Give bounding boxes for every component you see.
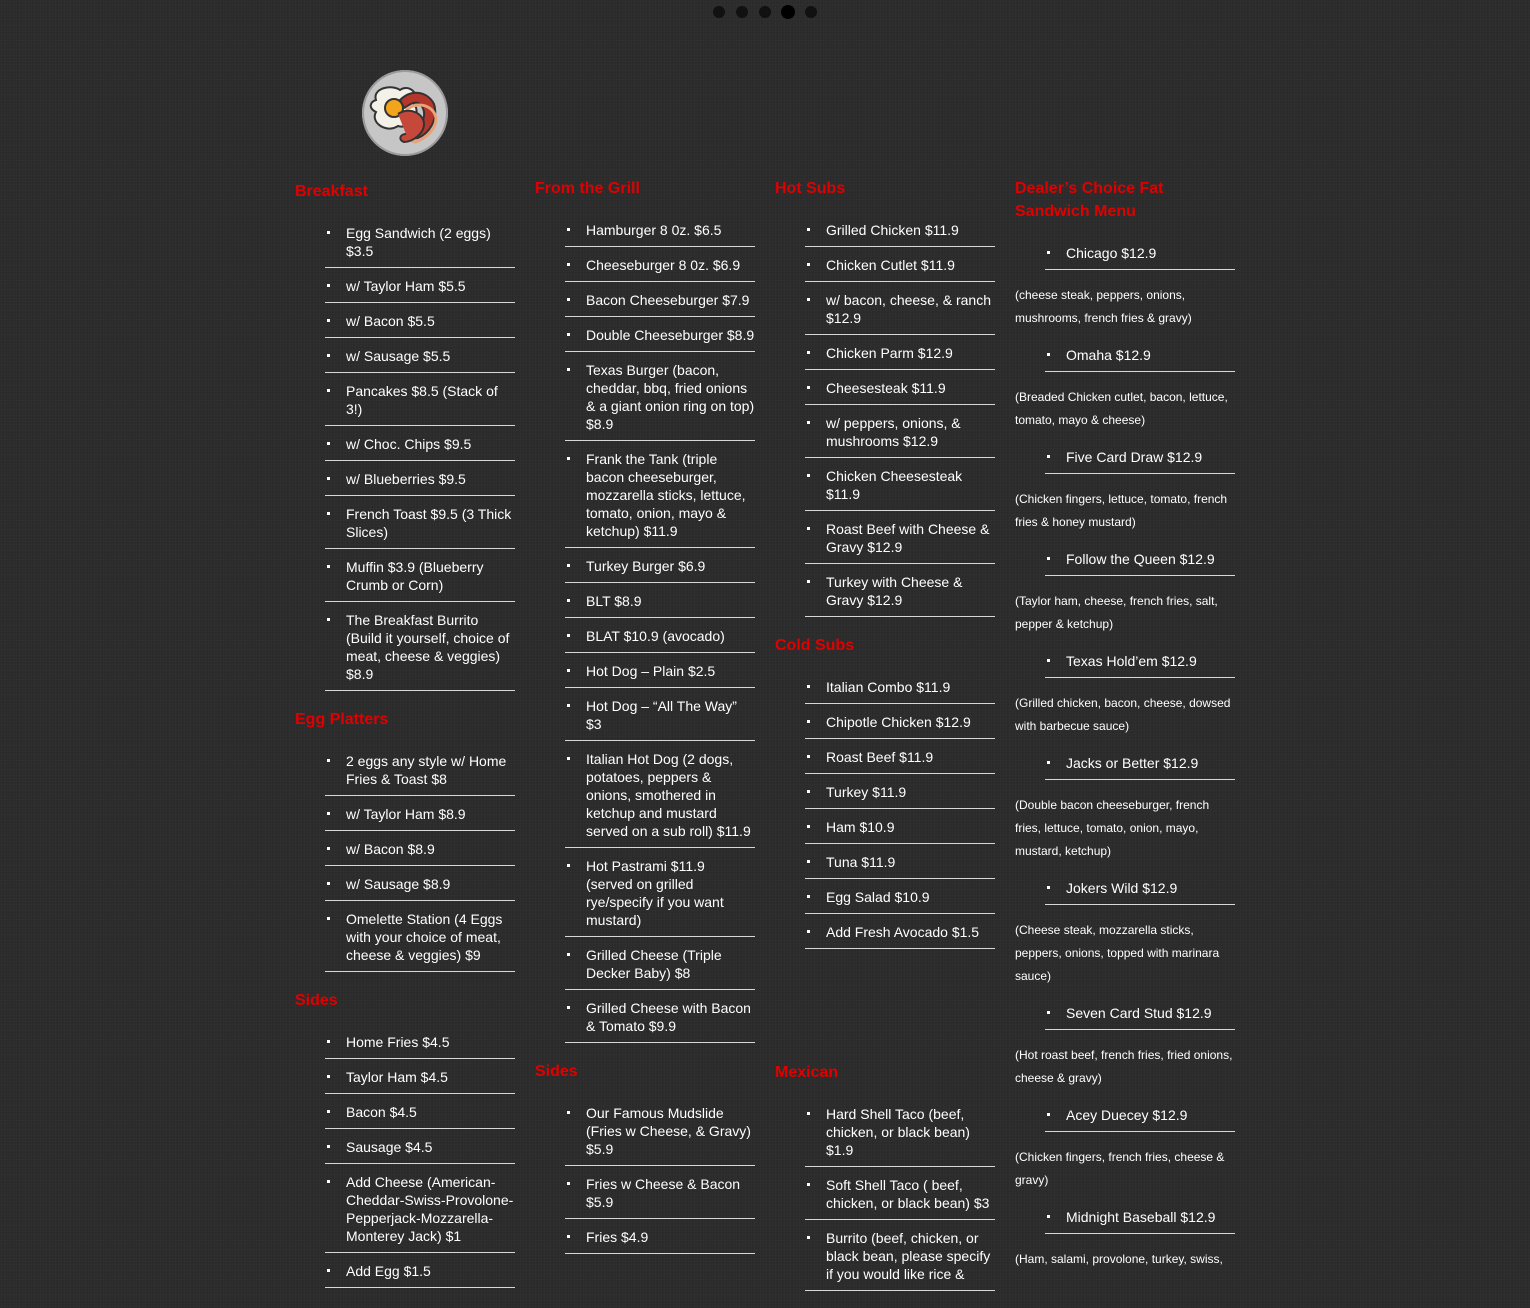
cold-subs-list [805, 678, 995, 949]
section-title-sides-mid: Sides [535, 1063, 578, 1080]
section-title-breakfast: Breakfast [295, 183, 368, 200]
breakfast-list [325, 224, 515, 691]
menu-item: Burrito (beef, chicken, or black bean, please specify if you would like rice & [805, 1229, 995, 1291]
menu-item: Bacon $4.5 [325, 1103, 515, 1129]
menu-item: Chicken Parm $12.9 [805, 344, 995, 370]
menu-item: Add Egg $1.5 [325, 1262, 515, 1288]
menu-item: Home Fries $4.5 [325, 1033, 515, 1059]
sides-mid-list [565, 1104, 755, 1254]
menu-item: Grilled Cheese (Triple Decker Baby) $8 [565, 946, 755, 990]
dealer-item-description: (Chicken fingers, french fries, cheese & gravy) [1015, 1150, 1225, 1187]
section-title-cold-subs: Cold Subs [775, 637, 855, 654]
menu-item: w/ Sausage $8.9 [325, 875, 515, 901]
menu-item: Italian Combo $11.9 [805, 678, 995, 704]
column-grill [535, 177, 755, 1271]
menu-item: Turkey with Cheese & Gravy $12.9 [805, 573, 995, 617]
menu-item: Chicken Cheesesteak $11.9 [805, 467, 995, 511]
menu-item: Egg Salad $10.9 [805, 888, 995, 914]
menu-item: Grilled Cheese with Bacon & Tomato $9.9 [565, 999, 755, 1043]
menu-item: Pancakes $8.5 (Stack of 3!) [325, 382, 515, 426]
menu-item: Frank the Tank (triple bacon cheeseburger, mozzarella sticks, lettuce, tomato, onion, mayo & ketchup) $11.9 [565, 450, 755, 548]
column-dealer [1015, 177, 1235, 1287]
column-breakfast [295, 180, 515, 1305]
section-title-hot-subs: Hot Subs [775, 180, 846, 197]
dealer-item-list [1045, 652, 1235, 678]
dealer-item-description: (Chicken fingers, lettuce, tomato, french fries & honey mustard) [1015, 492, 1228, 529]
slider-pagination [713, 6, 817, 18]
menu-item: The Breakfast Burrito (Build it yourself, choice of meat, cheese & veggies) $8.9 [325, 611, 515, 691]
dealer-item-description: (Taylor ham, cheese, french fries, salt, pepper & ketchup) [1015, 594, 1218, 631]
menu-item: Cheesesteak $11.9 [805, 379, 995, 405]
section-title-dealer: Dealer’s Choice Fat Sandwich Menu [1015, 180, 1164, 220]
menu-item: BLAT $10.9 (avocado) [565, 627, 755, 653]
menu-item: Ham $10.9 [805, 818, 995, 844]
menu-item: French Toast $9.5 (3 Thick Slices) [325, 505, 515, 549]
menu-item: Tuna $11.9 [805, 853, 995, 879]
dealer-item-description: (Grilled chicken, bacon, cheese, dowsed with barbecue sauce) [1015, 696, 1231, 733]
egg-and-bacon-icon [362, 70, 448, 156]
section-title-mexican: Mexican [775, 1064, 839, 1081]
menu-item: Hard Shell Taco (beef, chicken, or black bean) $1.9 [805, 1105, 995, 1167]
dealer-item-name: Chicago $12.9 [1045, 244, 1235, 270]
menu-item: Cheeseburger 8 0z. $6.9 [565, 256, 755, 282]
dealer-item-name: Five Card Draw $12.9 [1045, 448, 1235, 474]
slider-dot-2[interactable] [736, 6, 748, 18]
hot-subs-list [805, 221, 995, 617]
dealer-item-name: Jokers Wild $12.9 [1045, 879, 1235, 905]
slider-dot-1[interactable] [713, 6, 725, 18]
dealer-item-name: Midnight Baseball $12.9 [1045, 1208, 1235, 1234]
egg-platters-list [325, 752, 515, 972]
menu-item: Omelette Station (4 Eggs with your choice of meat, cheese & veggies) $9 [325, 910, 515, 972]
menu-item: Bacon Cheeseburger $7.9 [565, 291, 755, 317]
menu-item: w/ Bacon $5.5 [325, 312, 515, 338]
menu-item: Texas Burger (bacon, cheddar, bbq, fried onions & a giant onion ring on top) $8.9 [565, 361, 755, 441]
menu-item: Add Cheese (American-Cheddar-Swiss-Provolone-Pepperjack-Mozzarella-Monterey Jack) $1 [325, 1173, 515, 1253]
menu-item: Double Cheeseburger $8.9 [565, 326, 755, 352]
dealer-item-name: Seven Card Stud $12.9 [1045, 1004, 1235, 1030]
grill-list [565, 221, 755, 1043]
slider-dot-4[interactable] [782, 6, 794, 18]
section-title-egg-platters: Egg Platters [295, 711, 389, 728]
menu-item: w/ Bacon $8.9 [325, 840, 515, 866]
slider-dot-3[interactable] [759, 6, 771, 18]
section-title-sides: Sides [295, 992, 338, 1009]
menu-item: w/ Choc. Chips $9.5 [325, 435, 515, 461]
menu-item: Chipotle Chicken $12.9 [805, 713, 995, 739]
menu-item: Hot Pastrami $11.9 (served on grilled rye/specify if you want mustard) [565, 857, 755, 937]
dealer-item-description: (Double bacon cheeseburger, french fries, lettuce, tomato, onion, mayo, mustard, ketchup) [1015, 798, 1210, 858]
dealer-list [1015, 244, 1235, 1271]
dealer-item-list [1045, 1004, 1235, 1030]
dealer-item-name: Acey Duecey $12.9 [1045, 1106, 1235, 1132]
menu-item: Taylor Ham $4.5 [325, 1068, 515, 1094]
mexican-list [805, 1105, 995, 1291]
dealer-item-list [1045, 244, 1235, 270]
menu-item: Turkey Burger $6.9 [565, 557, 755, 583]
dealer-item-list [1045, 879, 1235, 905]
menu-item: Soft Shell Taco ( beef, chicken, or black bean) $3 [805, 1176, 995, 1220]
breakfast-logo [362, 70, 448, 156]
menu-item: Fries $4.9 [565, 1228, 755, 1254]
dealer-item-name: Omaha $12.9 [1045, 346, 1235, 372]
menu-item: Roast Beef $11.9 [805, 748, 995, 774]
menu-item: Hamburger 8 0z. $6.5 [565, 221, 755, 247]
dealer-item-name: Jacks or Better $12.9 [1045, 754, 1235, 780]
sides-list [325, 1033, 515, 1288]
dealer-item-list [1045, 550, 1235, 576]
menu-item: w/ bacon, cheese, & ranch $12.9 [805, 291, 995, 335]
menu-item: Roast Beef with Cheese & Gravy $12.9 [805, 520, 995, 564]
dealer-item-description: (cheese steak, peppers, onions, mushrooms, french fries & gravy) [1015, 288, 1192, 325]
dealer-item-list [1045, 448, 1235, 474]
menu-item: w/ Blueberries $9.5 [325, 470, 515, 496]
dealer-item-description: (Ham, salami, provolone, turkey, swiss, [1015, 1252, 1223, 1266]
dealer-item-list [1045, 754, 1235, 780]
menu-item: Add Fresh Avocado $1.5 [805, 923, 995, 949]
menu-item: w/ Taylor Ham $5.5 [325, 277, 515, 303]
menu-item: Muffin $3.9 (Blueberry Crumb or Corn) [325, 558, 515, 602]
menu-item: Egg Sandwich (2 eggs) $3.5 [325, 224, 515, 268]
dealer-item-name: Follow the Queen $12.9 [1045, 550, 1235, 576]
dealer-item-description: (Hot roast beef, french fries, fried onions, cheese & gravy) [1015, 1048, 1233, 1085]
dealer-item-list [1045, 346, 1235, 372]
menu-item: w/ Sausage $5.5 [325, 347, 515, 373]
section-title-grill: From the Grill [535, 180, 640, 197]
menu-item: Hot Dog – Plain $2.5 [565, 662, 755, 688]
menu-item: w/ Taylor Ham $8.9 [325, 805, 515, 831]
dealer-item-list [1045, 1208, 1235, 1234]
menu-item: BLT $8.9 [565, 592, 755, 618]
dealer-item-description: (Breaded Chicken cutlet, bacon, lettuce, tomato, mayo & cheese) [1015, 390, 1228, 427]
menu-item: Sausage $4.5 [325, 1138, 515, 1164]
menu-item: Turkey $11.9 [805, 783, 995, 809]
slider-dot-5[interactable] [805, 6, 817, 18]
menu-item: Hot Dog – “All The Way” $3 [565, 697, 755, 741]
menu-item: Our Famous Mudslide (Fries w Cheese, & Gravy) $5.9 [565, 1104, 755, 1166]
column-subs [775, 177, 995, 1308]
dealer-item-description: (Cheese steak, mozzarella sticks, peppers, onions, topped with marinara sauce) [1015, 923, 1220, 983]
menu-item: Fries w Cheese & Bacon $5.9 [565, 1175, 755, 1219]
menu-item: 2 eggs any style w/ Home Fries & Toast $8 [325, 752, 515, 796]
menu-item: Grilled Chicken $11.9 [805, 221, 995, 247]
menu-item: Italian Hot Dog (2 dogs, potatoes, peppers & onions, smothered in ketchup and mustard served on a sub roll) $11.9 [565, 750, 755, 848]
dealer-item-name: Texas Hold’em $12.9 [1045, 652, 1235, 678]
dealer-item-list [1045, 1106, 1235, 1132]
menu-item: w/ peppers, onions, & mushrooms $12.9 [805, 414, 995, 458]
menu-item: Chicken Cutlet $11.9 [805, 256, 995, 282]
